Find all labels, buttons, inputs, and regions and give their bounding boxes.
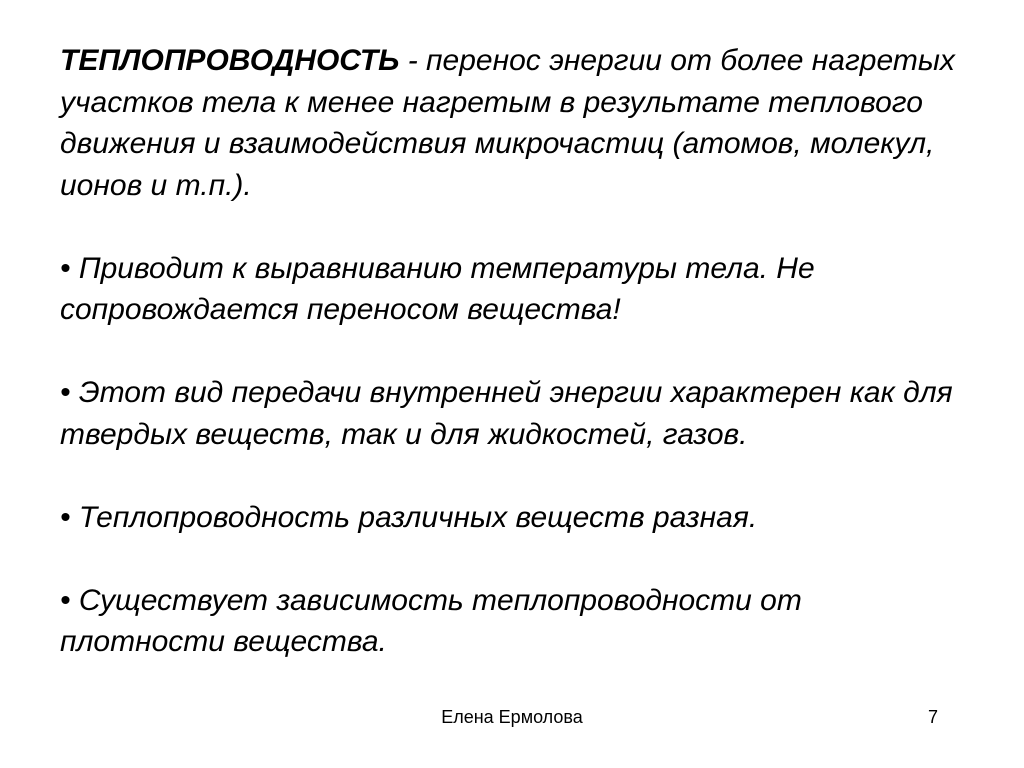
- bullet-3: • Теплопроводность различных веществ разная.: [60, 500, 758, 534]
- bullet-4: • Существует зависимость теплопроводности от плотности вещества.: [60, 583, 802, 658]
- slide-content: [60, 40, 960, 663]
- page-number: 7: [927, 707, 938, 727]
- definition-text: - перенос энергии от более нагретых участков тела к менее нагретым в результате теплового движения и взаимодействия микрочастиц (атомов, молекул, ионов и т.п.).: [60, 44, 955, 202]
- definition-term: ТЕПЛОПРОВОДНОСТЬ: [60, 44, 400, 77]
- definition-paragraph: [60, 40, 960, 206]
- bullet-1: • Приводит к выравниванию температуры тела. Не сопровождается переносом вещества!: [60, 251, 815, 326]
- footer-author: Елена Ермолова: [441, 707, 583, 727]
- bullet-2: • Этот вид передачи внутренней энергии характерен как для твердых веществ, так и для жидкостей, газов.: [60, 376, 953, 451]
